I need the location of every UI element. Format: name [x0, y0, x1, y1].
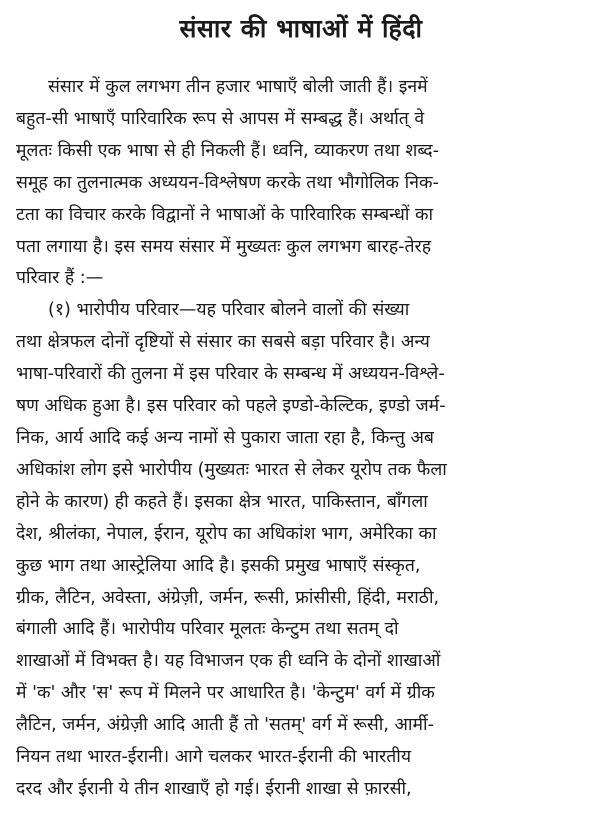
page-title: संसार की भाषाओं में हिंदी — [179, 14, 423, 43]
text-line: मूलतः किसी एक भाषा से ही निकली हैं। ध्वनि, व्याकरण तथा शब्द- — [16, 140, 439, 161]
text-line: बंगाली आदि हैं। भारोपीय परिवार मूलतः केन्टुम तथा सतम् दो — [16, 619, 399, 640]
text-line: लैटिन, जर्मन, अंग्रेज़ी आदि आती हैं तो 'सतम्' वर्ग में रूसी, आर्मी- — [16, 715, 434, 736]
text-line: कुछ भाग तथा आस्ट्रेलिया आदि है। इसकी प्रमुख भाषाएँ संस्कृत, — [16, 555, 421, 576]
text-line: निक, आर्य आदि कई अन्य नामों से पुकारा जाता रहा है, किन्तु अब — [16, 427, 434, 448]
text-line: होने के कारण) ही कहते हैं। इसका क्षेत्र भारत, पाकिस्तान, बाँगला — [16, 491, 428, 512]
text-line: पता लगाया है। इस समय संसार में मुख्यतः कुल लगभग बारह-तेरह — [16, 236, 432, 257]
text-line: अधिकांश लोग इसे भारोपीय (मुख्यतः भारत से लेकर यूरोप तक फैला — [16, 459, 447, 480]
text-line: समूह का तुलनात्मक अध्ययन-विश्लेषण करके तथा भौगोलिक निक- — [16, 172, 439, 193]
text-line: दरद और ईरानी ये तीन शाखाएँ हो गई। ईरानी शाखा से फ़ारसी, — [16, 778, 412, 799]
body-text — [16, 72, 586, 806]
text-line: टता का विचार करके विद्वानों ने भाषाओं के पारिवारिक सम्बन्धों का — [16, 204, 434, 225]
text-line: नियन तथा भारत-ईरानी। आगे चलकर भारत-ईरानी की भारतीय — [16, 747, 412, 768]
text-line: बहुत-सी भाषाएँ पारिवारिक रूप से आपस में सम्बद्ध हैं। अर्थात् वे — [16, 108, 425, 129]
text-line: तथा क्षेत्रफल दोनों दृष्टियों से संसार का सबसे बड़ा परिवार है। अन्य — [16, 332, 430, 353]
text-line: षण अधिक हुआ है। इस परिवार को पहले इण्डो-केल्टिक, इण्डो जर्म- — [16, 396, 446, 417]
text-line: शाखाओं में विभक्त है। यह विभाजन एक ही ध्वनि के दोनों शाखाओं — [16, 651, 441, 672]
text-line: देश, श्रीलंका, नेपाल, ईरान, यूरोप का अधिकांश भाग, अमेरिका का — [16, 523, 437, 544]
text-line: (१) भारोपीय परिवार—यह परिवार बोलने वालों की संख्या — [48, 300, 410, 321]
text-line: संसार में कुल लगभग तीन हजार भाषाएँ बोली जाती हैं। इनमें — [48, 77, 428, 97]
text-line: परिवार हैं :— — [16, 268, 104, 289]
text-line: भाषा-परिवारों की तुलना में इस परिवार के सम्बन्ध में अध्ययन-विश्ले- — [16, 364, 445, 385]
text-line: ग्रीक, लैटिन, अवेस्ता, अंग्रेज़ी, जर्मन, रूसी, फ्रांसीसी, हिंदी, मराठी, — [16, 587, 440, 608]
text-line: में 'क' और 'स' रूप में मिलने पर आधारित है। 'केन्टुम' वर्ग में ग्रीक — [16, 683, 435, 704]
